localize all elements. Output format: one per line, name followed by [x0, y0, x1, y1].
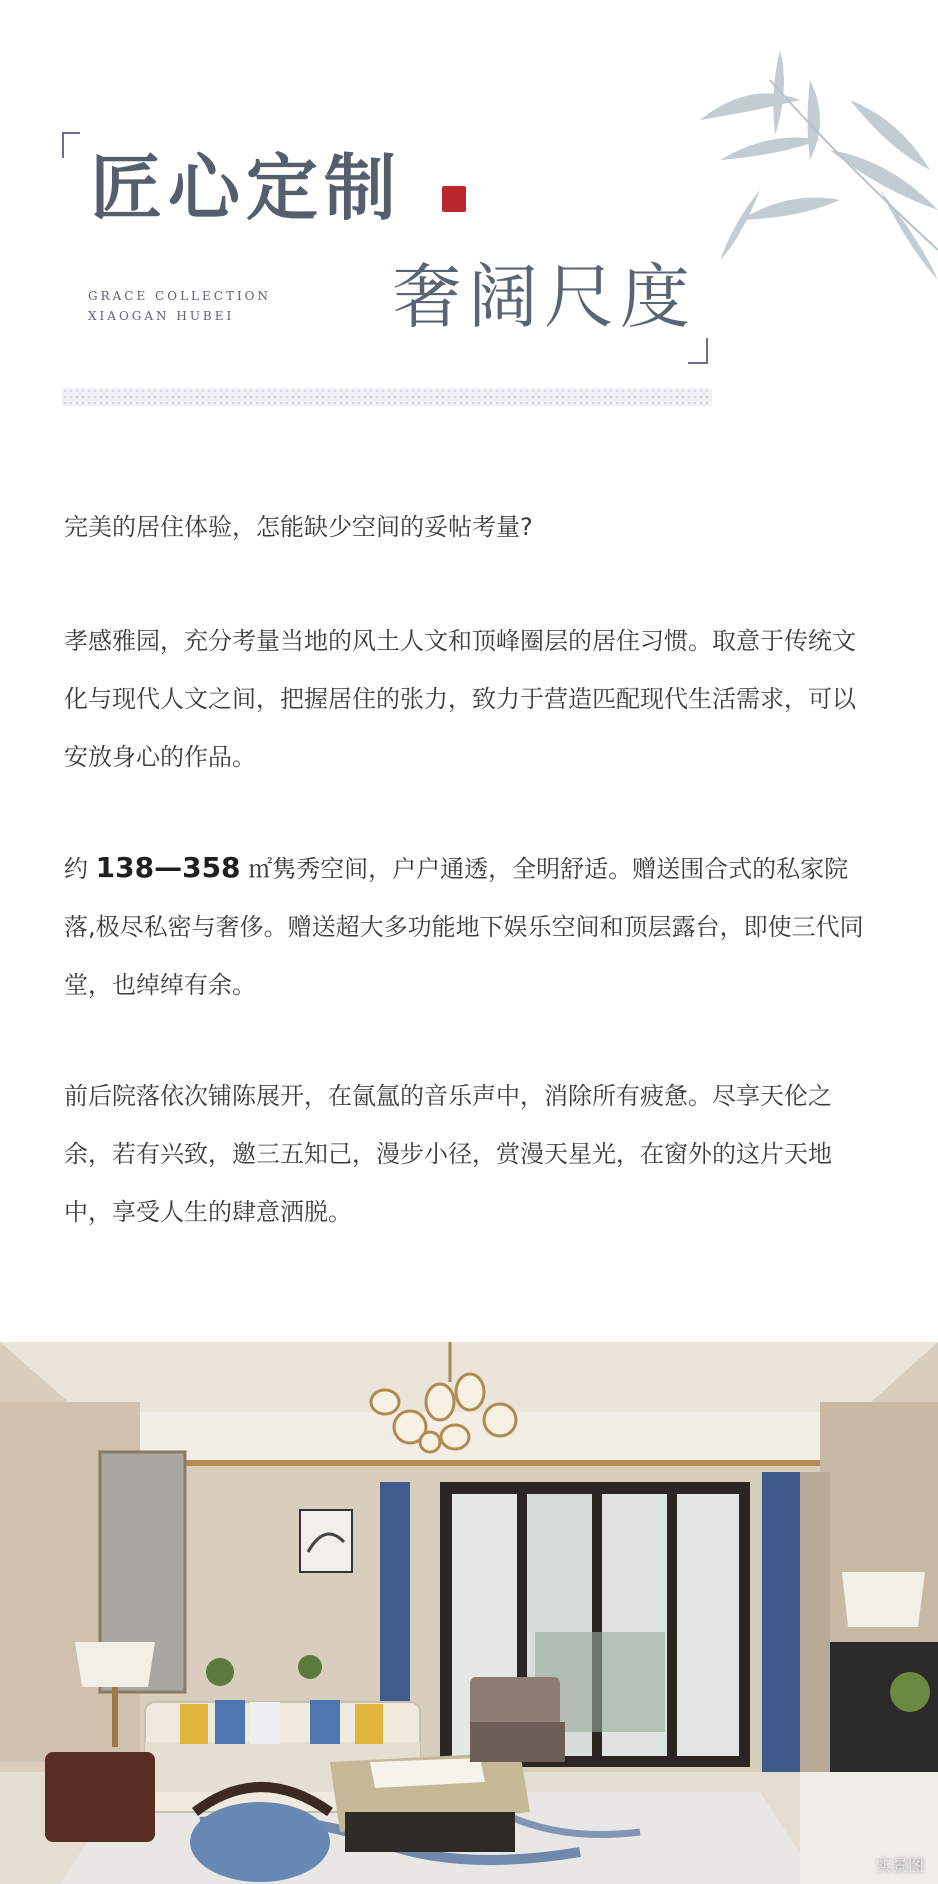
area-description: 隽秀空间，户户通透，全明舒适。赠送围合式的私家院落,极尽私密与奢侈。赠送超大多功能地下娱乐空间和顶层露台，即使三代同堂，也绰绰有余。: [64, 855, 864, 999]
area-prefix: 约: [64, 855, 96, 883]
area-unit: ㎡: [248, 855, 273, 883]
corner-bracket-bottom-right: [688, 338, 708, 364]
title-line-1: 匠心定制: [90, 145, 403, 230]
title-line-2: 奢阔尺度: [392, 256, 696, 338]
english-subtitle: [88, 286, 271, 326]
photo-caption: 实景图: [875, 1856, 924, 1875]
living-room-photo: [0, 1342, 938, 1884]
red-seal-stamp: [442, 186, 466, 212]
living-room-illustration: [0, 1342, 938, 1884]
paragraph-intro: 完美的居住体验，怎能缺少空间的妥帖考量?: [64, 513, 533, 541]
paragraph-concept: 孝感雅园，充分考量当地的风土人文和顶峰圈层的居住习惯。取意于传统文化与现代人文之间，把握居住的张力，致力于营造匹配现代生活需求，可以安放身心的作品。: [64, 627, 856, 771]
area-range: 138—358: [95, 851, 241, 884]
bamboo-leaves-decoration: [680, 40, 938, 330]
paragraph-courtyard: 前后院落依次铺陈展开，在氤氲的音乐声中，消除所有疲惫。尽享天伦之余，若有兴致，邀三五知己，漫步小径，赏漫天星光，在窗外的这片天地中，享受人生的肆意洒脱。: [64, 1082, 832, 1226]
english-line-2: XIAOGAN HUBEI: [88, 309, 235, 323]
corner-bracket-top-left: [62, 132, 80, 158]
english-line-1: GRACE COLLECTION: [88, 289, 272, 303]
paragraph-space: [64, 839, 878, 1014]
decorative-pattern-band: [62, 388, 712, 406]
